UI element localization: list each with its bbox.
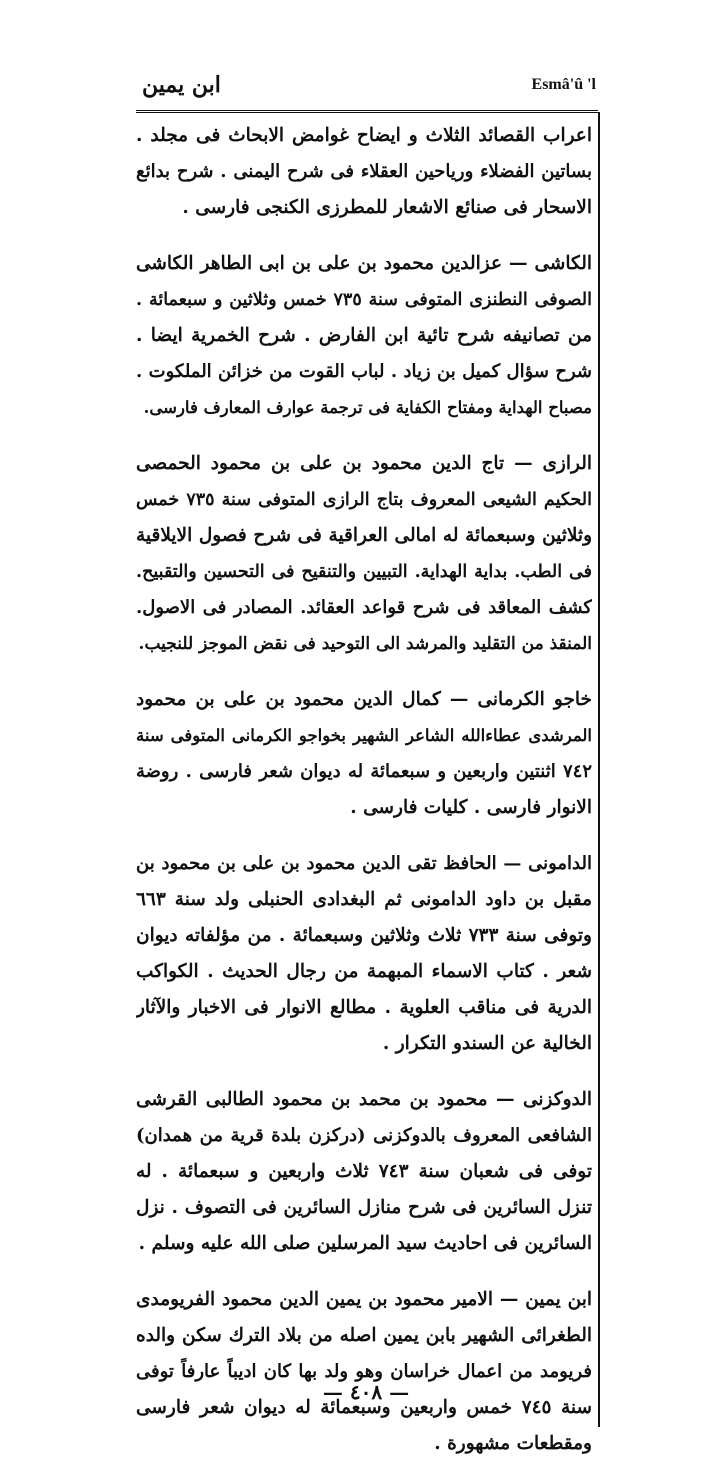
text-line: الصوفى النطنزى المتوفى سنة ٧٣٥ خمس وثلاثين و سبعمائة . bbox=[136, 290, 592, 310]
text-line: مصباح الهداية ومفتاح الكفاية فى ترجمة عوارف المعارف فارسى. bbox=[143, 398, 592, 417]
text-line: خاجو الكرمانى — كمال الدين محمود بن على بن محمود bbox=[136, 689, 592, 710]
text-line: المرشدى عطاءالله الشاعر الشهير بخواجو الكرمانى المتوفى سنة bbox=[136, 726, 592, 745]
text-line: من تصانيفه شرح تائية ابن الفارض . شرح الخمرية ايضا . bbox=[136, 325, 592, 346]
page-body bbox=[136, 118, 592, 1482]
running-title-latin: Esmâ'û 'l bbox=[531, 76, 596, 93]
text-line: الطغرائى الشهير بابن يمين اصله من بلاد الترك سكن والده bbox=[136, 1325, 592, 1346]
text-line: الانوار فارسى . كليات فارسى . bbox=[350, 797, 592, 818]
text-line: الاسحار فى صنائع الاشعار للمطرزى الكنجى فارسى . bbox=[182, 197, 592, 218]
text-line: ومقطعات مشهورة . bbox=[434, 1433, 592, 1454]
text-line: وثلاثين وسبعمائة له امالى العراقية فى شرح فصول الايلاقية bbox=[136, 525, 592, 546]
biography-entry bbox=[136, 846, 592, 1062]
page-number: — ٤٠٨ — bbox=[322, 1380, 410, 1404]
biography-entry bbox=[136, 118, 592, 226]
header-rule bbox=[136, 110, 598, 113]
biography-entry bbox=[136, 246, 592, 426]
text-line: الدرية فى مناقب العلوية . مطالع الانوار فى الاخبار والآثار bbox=[136, 997, 592, 1018]
text-line: توفى فى شعبان سنة ٧٤٣ ثلاث واربعين و سبعمائة . له bbox=[136, 1161, 592, 1182]
text-line: الحكيم الشيعى المعروف بتاج الرازى المتوفى سنة ٧٣٥ خمس bbox=[136, 490, 592, 510]
text-line: الدوكزنى — محمود بن محمد بن محمود الطالبى القرشى bbox=[136, 1089, 592, 1110]
text-line: ابن يمين — الامير محمود بن يمين الدين محمود الفريومدى bbox=[136, 1289, 592, 1310]
margin-rule bbox=[598, 112, 600, 1427]
text-line: مقبل بن داود الدامونى ثم البغدادى الحنبلى ولد سنة ٦٦٣ bbox=[136, 889, 592, 910]
text-line: تنزل السائرين فى شرح منازل السائرين فى التصوف . نزل bbox=[136, 1197, 592, 1218]
text-line: الخالية عن السندو التكرار . bbox=[382, 1033, 592, 1054]
text-line: الرازى — تاج الدين محمود بن على بن محمود الحمصى bbox=[136, 453, 592, 474]
running-title-arabic: ابن يمين bbox=[142, 72, 221, 98]
text-line: اعراب القصائد الثلاث و ايضاح غوامض الابحاث فى مجلد . bbox=[136, 125, 592, 146]
text-line: فريومد من اعمال خراسان وهو ولد بها كان اديباً عارفاً توفى bbox=[136, 1361, 592, 1382]
running-header bbox=[136, 72, 596, 106]
biography-entry bbox=[136, 446, 592, 662]
text-line: الكاشى — عزالدين محمود بن على بن ابى الطاهر الكاشى bbox=[136, 253, 592, 274]
text-line: كشف المعاقد فى شرح قواعد العقائد. المصادر فى الاصول. bbox=[136, 597, 592, 618]
biography-entry bbox=[136, 682, 592, 826]
text-line: السائرين فى احاديث سيد المرسلين صلى الله عليه وسلم . bbox=[138, 1233, 592, 1254]
text-line: وتوفى سنة ٧٣٣ ثلاث وثلاثين وسبعمائة . من مؤلفاته ديوان bbox=[136, 925, 592, 946]
text-line: ٧٤٢ اثنتين واربعين و سبعمائة له ديوان شعر فارسى . روضة bbox=[136, 761, 592, 782]
text-line: شعر . كتاب الاسماء المبهمة من رجال الحديث . الكواكب bbox=[136, 961, 592, 982]
biography-entry bbox=[136, 1282, 592, 1462]
text-line: المنقذ من التقليد والمرشد الى التوحيد فى نقض الموجز للنجيب. bbox=[138, 634, 592, 654]
text-line: شرح سؤال كميل بن زياد . لباب القوت من خزائن الملكوت . bbox=[136, 361, 592, 382]
text-line: سنة ٧٤٥ خمس واربعين وسبعمائة له ديوان شعر فارسى bbox=[136, 1397, 592, 1418]
text-line: بساتين الفضلاء ورياحين العقلاء فى شرح اليمنى . شرح بدائع bbox=[136, 161, 592, 182]
biography-entry bbox=[136, 1082, 592, 1262]
text-line: فى الطب. بداية الهداية. التبيين والتنقيح فى التحسين والتقبيح. bbox=[136, 562, 592, 582]
text-line: الدامونى — الحافظ تقى الدين محمود بن على بن محمود بن bbox=[136, 853, 592, 874]
text-line: الشافعى المعروف بالدوكزنى (دركزن بلدة قرية من همدان) bbox=[136, 1125, 592, 1146]
